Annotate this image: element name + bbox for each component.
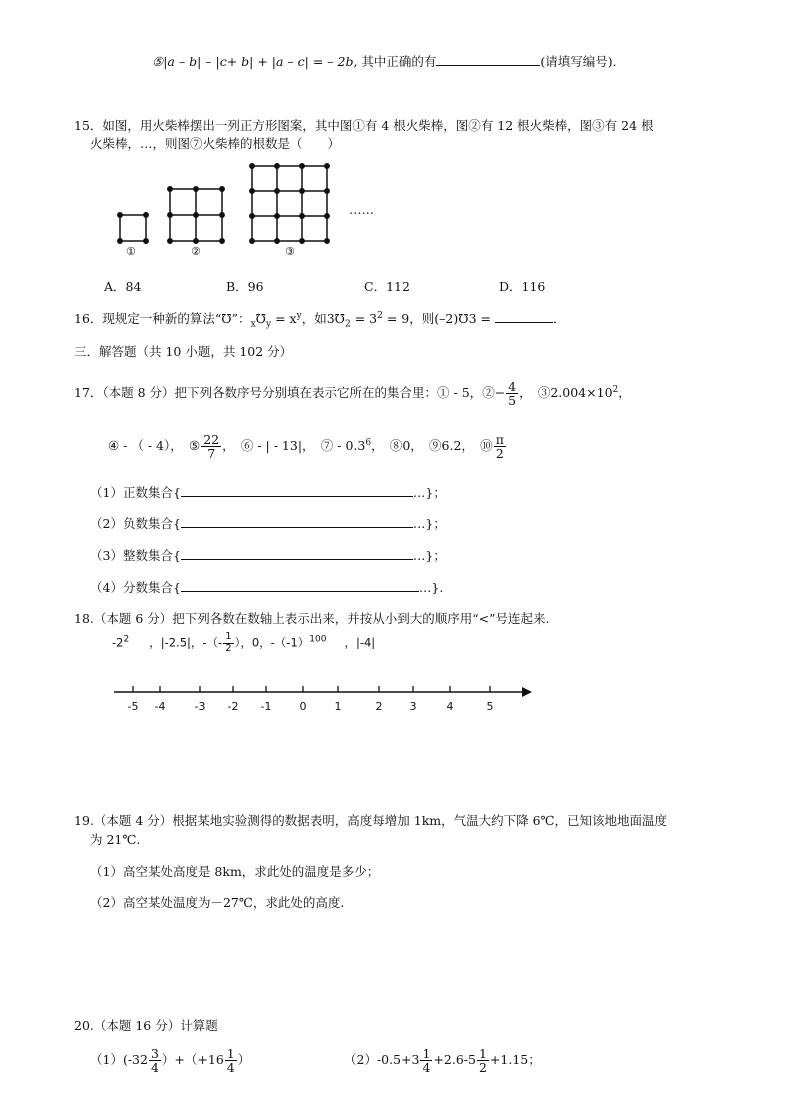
q20-part1: （1）(-32 $\frac{3}{4}$ ）+（+16 $\frac{1}{4}$ ） (90, 1046, 251, 1076)
tick-label: -2 (227, 700, 239, 713)
figure-3 (250, 164, 329, 243)
q16-answer-blank[interactable] (495, 322, 553, 323)
set-negative-blank[interactable] (181, 527, 413, 528)
statement-mid: , 其中正确的有 (353, 54, 437, 69)
q18-numbers: $-2^2$ ，|-2.5|，-（- $\frac{1}{2}$ ），0，$-(-1)^{100}$ ，|-4| (112, 631, 376, 654)
number-line-ticks (133, 686, 490, 692)
tick-label: 1 (334, 700, 342, 713)
set-fraction-blank[interactable] (181, 591, 419, 592)
top-statement-line (152, 52, 625, 70)
q19-line2: 为 21℃. (90, 832, 141, 847)
tick-label: 5 (486, 700, 494, 713)
q15-option-a[interactable]: A．84 (104, 279, 142, 294)
figure-1 (118, 213, 148, 243)
tick-label: -4 (154, 700, 166, 713)
tick-label: -1 (260, 700, 272, 713)
set-negative: （2）负数集合{ …}； (90, 516, 446, 531)
set-integer-blank[interactable] (181, 559, 413, 560)
q20-stem: 20.（本题 16 分）计算题 (74, 1018, 218, 1033)
q17-items-line: ④ - （ - 4）， ⑤ $\frac{22}{7}$ ， ⑥ - | - 13|， ⑦ - $0.3^6$， ⑧0， ⑨6.2， ⑩ $\frac{\pi}{2}$ (108, 432, 504, 462)
q15-stem-line1: 15．如图，用火柴棒摆出一列正方形图案，其中图①有 4 根火柴棒，图②有 12 根火柴棒，图③有 24 根 (74, 118, 654, 133)
set-positive-blank[interactable] (181, 496, 413, 497)
number-line[interactable] (108, 682, 538, 722)
fig-label-3: ③ (285, 245, 295, 258)
section-3-heading: 三．解答题（共 10 小题，共 102 分） (74, 344, 293, 359)
set-positive: （1）正数集合{ …}； (90, 485, 446, 500)
tick-label: 4 (446, 700, 454, 713)
statement-suffix: (请填写编号)． (540, 54, 626, 69)
tick-label: -3 (194, 700, 206, 713)
q15-option-d[interactable]: D．116 (499, 279, 546, 294)
number-line-tick-labels (128, 700, 494, 713)
q19-line1: 19.（本题 4 分）根据某地实验测得的数据表明，高度每增加 1km，气温大约下降 6℃，已知该地地面温度 (74, 813, 668, 828)
tick-label: 3 (409, 700, 417, 713)
tick-label: 0 (299, 700, 307, 713)
set-integer: （3）整数集合{ …}； (90, 548, 446, 563)
fig-label-1: ① (126, 245, 136, 258)
statement-5: ⑤|a – b| – |c+ b| + |a – c| = – 2b (152, 54, 354, 69)
q19-sub1: （1）高空某处高度是 8km，求此处的温度是多少； (90, 864, 380, 879)
q20-part2: （2）-0.5+3 $\frac{1}{4}$ +2.6-5 $\frac{1}{2}$ +1.15； (344, 1046, 541, 1076)
q15-stem-line2: 火柴棒，…，则图⑦火柴棒的根数是（ ） (90, 136, 341, 151)
q18-stem: 18.（本题 6 分）把下列各数在数轴上表示出来，并按从小到大的顺序用“<”号连起来. (74, 611, 550, 626)
q17-stem-line: 17．（本题 8 分）把下列各数序号分别填在表示它所在的集合里：① - 5，②− $\frac{4}{5}$ ， $③2.004\times 10^2$， (74, 379, 631, 409)
set-fraction: （4）分数集合{ …}. (90, 580, 444, 595)
number-line-arrow (522, 687, 532, 697)
q16-line: 16．现规定一种新的算法“℧”：$_x℧_y = x^y$，如$3℧_2 = 3^2 = 9$，则(–2)℧3 = ． (74, 310, 566, 330)
figure-2 (168, 187, 224, 243)
q15-option-b[interactable]: B．96 (226, 279, 264, 294)
q19-sub2: （2）高空某处温度为－27℃，求此处的高度. (90, 895, 345, 910)
q15-option-c[interactable]: C．112 (364, 279, 410, 294)
fig-ellipsis: …… (349, 202, 374, 217)
tick-label: 2 (375, 700, 383, 713)
tick-label: -5 (127, 700, 139, 713)
answer-blank[interactable] (436, 65, 540, 66)
fig-label-2: ② (191, 245, 201, 258)
